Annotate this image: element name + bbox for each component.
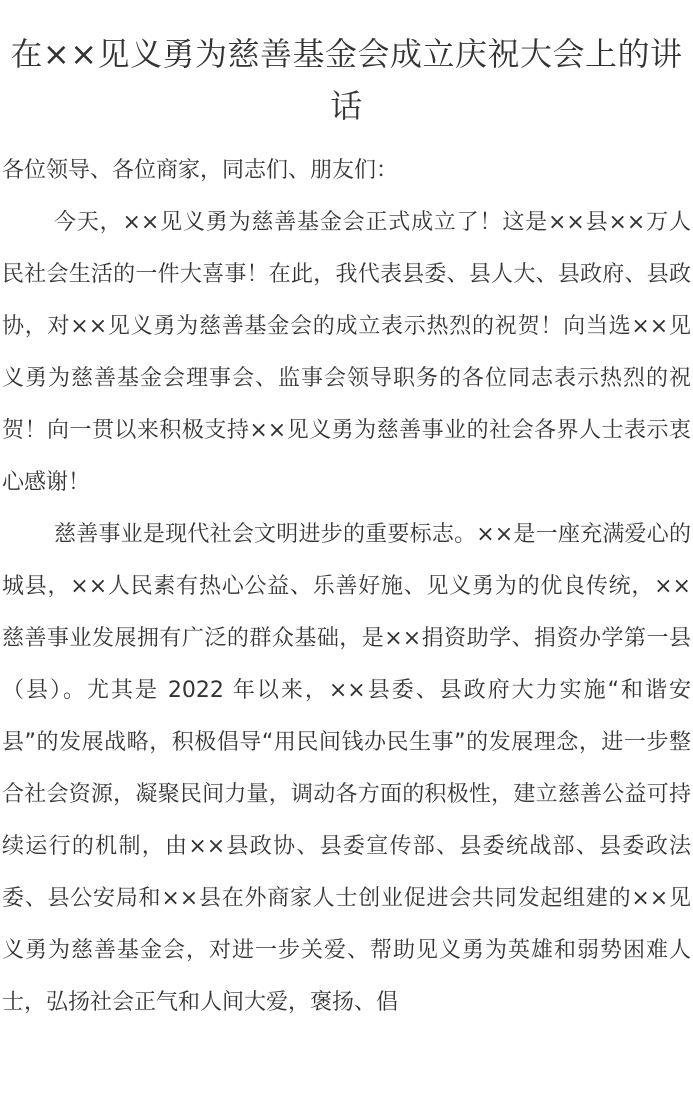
document-title: 在××见义勇为慈善基金会成立庆祝大会上的讲话: [10, 35, 683, 125]
body-paragraph-1: 今天，××见义勇为慈善基金会正式成立了！这是××县××万人民社会生活的一件大喜事！在此，我代表县委、县人大、县政府、县政协，对××见义勇为慈善基金会的成立表示热烈的祝贺！向当选××见义勇为慈善基金会理事会、监事会领导职务的各位同志表示热烈的祝贺！向一贯以来积极支持××见义勇为慈善事业的社会各界人士表示衷心感谢！: [2, 210, 691, 495]
body-paragraph-2: 慈善事业是现代社会文明进步的重要标志。××是一座充满爱心的城县，××人民素有热心公益、乐善好施、见义勇为的优良传统，××慈善事业发展拥有广泛的群众基础，是××捐资助学、捐资办学第一县（县）。尤其是 2022 年以来，××县委、县政府大力实施“和谐安县”的发展战略，积极倡导“用民间钱办民生事”的发展理念，进一步整合社会资源，凝聚民间力量，调动各方面的积极性，建立慈善公益可持续运行的机制，由××县政协、县委宣传部、县委统战部、县委政法委、县公安局和××县在外商家人士创业促进会共同发起组建的××见义勇为慈善基金会，对进一步关爱、帮助见义勇为英雄和弱势困难人士，弘扬社会正气和人间大爱，褒扬、倡: [2, 522, 691, 1015]
salutation: 各位领导、各位商家，同志们、朋友们：: [2, 158, 399, 183]
